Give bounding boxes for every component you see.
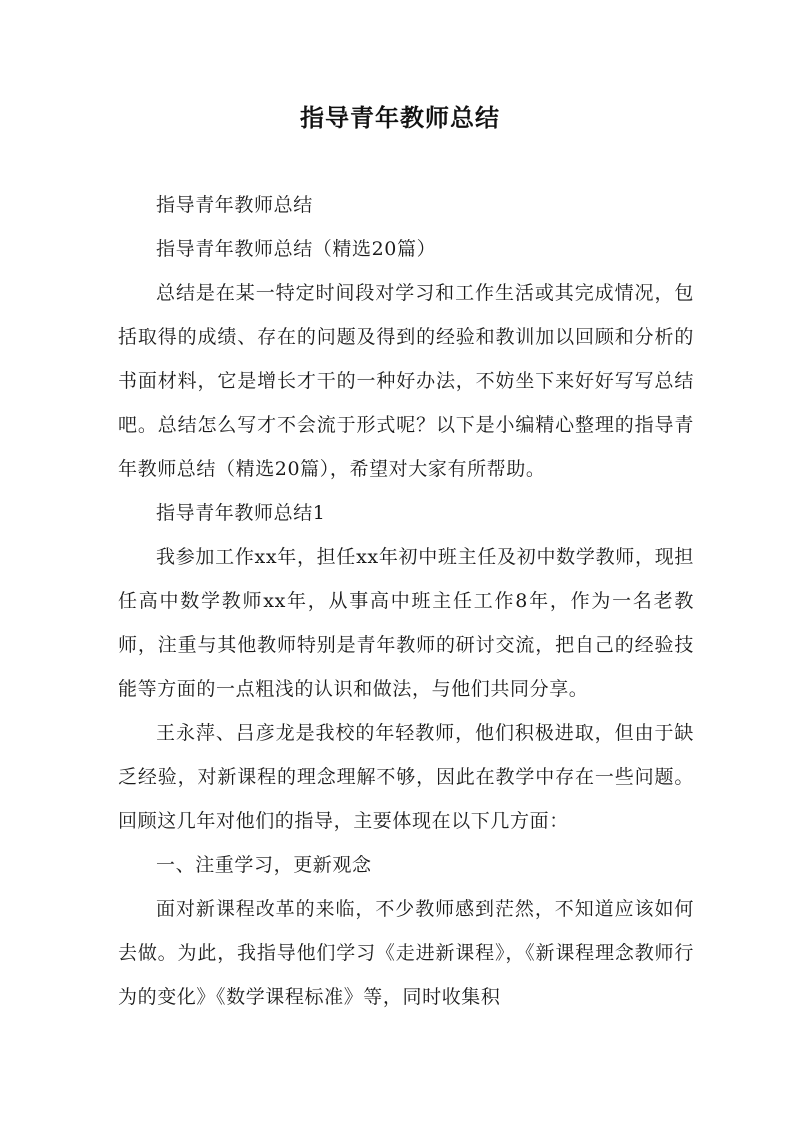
document-body bbox=[118, 183, 694, 1019]
paragraph-intro: 总结是在某一特定时间段对学习和工作生活或其完成情况，包括取得的成绩、存在的问题及得到的经验和教训加以回顾和分析的书面材料，它是增长才干的一种好办法，不妨坐下来好好写写总结吧。总结怎么写才不会流于形式呢？以下是小编精心整理的指导青年教师总结（精选20篇），希望对大家有所帮助。 bbox=[118, 282, 694, 480]
paragraph-point-body: 面对新课程改革的来临，不少教师感到茫然，不知道应该如何去做。为此，我指导他们学习《走进新课程》，《新课程理念教师行为的变化》《数学课程标准》等，同时收集积 bbox=[118, 898, 694, 1008]
paragraph-subheading: 指导青年教师总结（精选20篇） bbox=[156, 238, 437, 260]
paragraph-point-heading: 一、注重学习，更新观念 bbox=[156, 854, 372, 876]
paragraph-section-title: 指导青年教师总结1 bbox=[156, 502, 326, 524]
paragraph-teachers: 王永萍、吕彦龙是我校的年轻教师，他们积极进取，但由于缺乏经验，对新课程的理念理解不够，因此在教学中存在一些问题。回顾这几年对他们的指导，主要体现在以下几方面： bbox=[118, 722, 694, 832]
document-title: 指导青年教师总结 bbox=[300, 104, 500, 132]
paragraph-experience: 我参加工作xx年，担任xx年初中班主任及初中数学教师，现担任高中数学教师xx年，从事高中班主任工作8年，作为一名老教师，注重与其他教师特别是青年教师的研讨交流，把自己的经验技能等方面的一点粗浅的认识和做法，与他们共同分享。 bbox=[118, 546, 694, 700]
paragraph-heading: 指导青年教师总结 bbox=[156, 194, 313, 216]
